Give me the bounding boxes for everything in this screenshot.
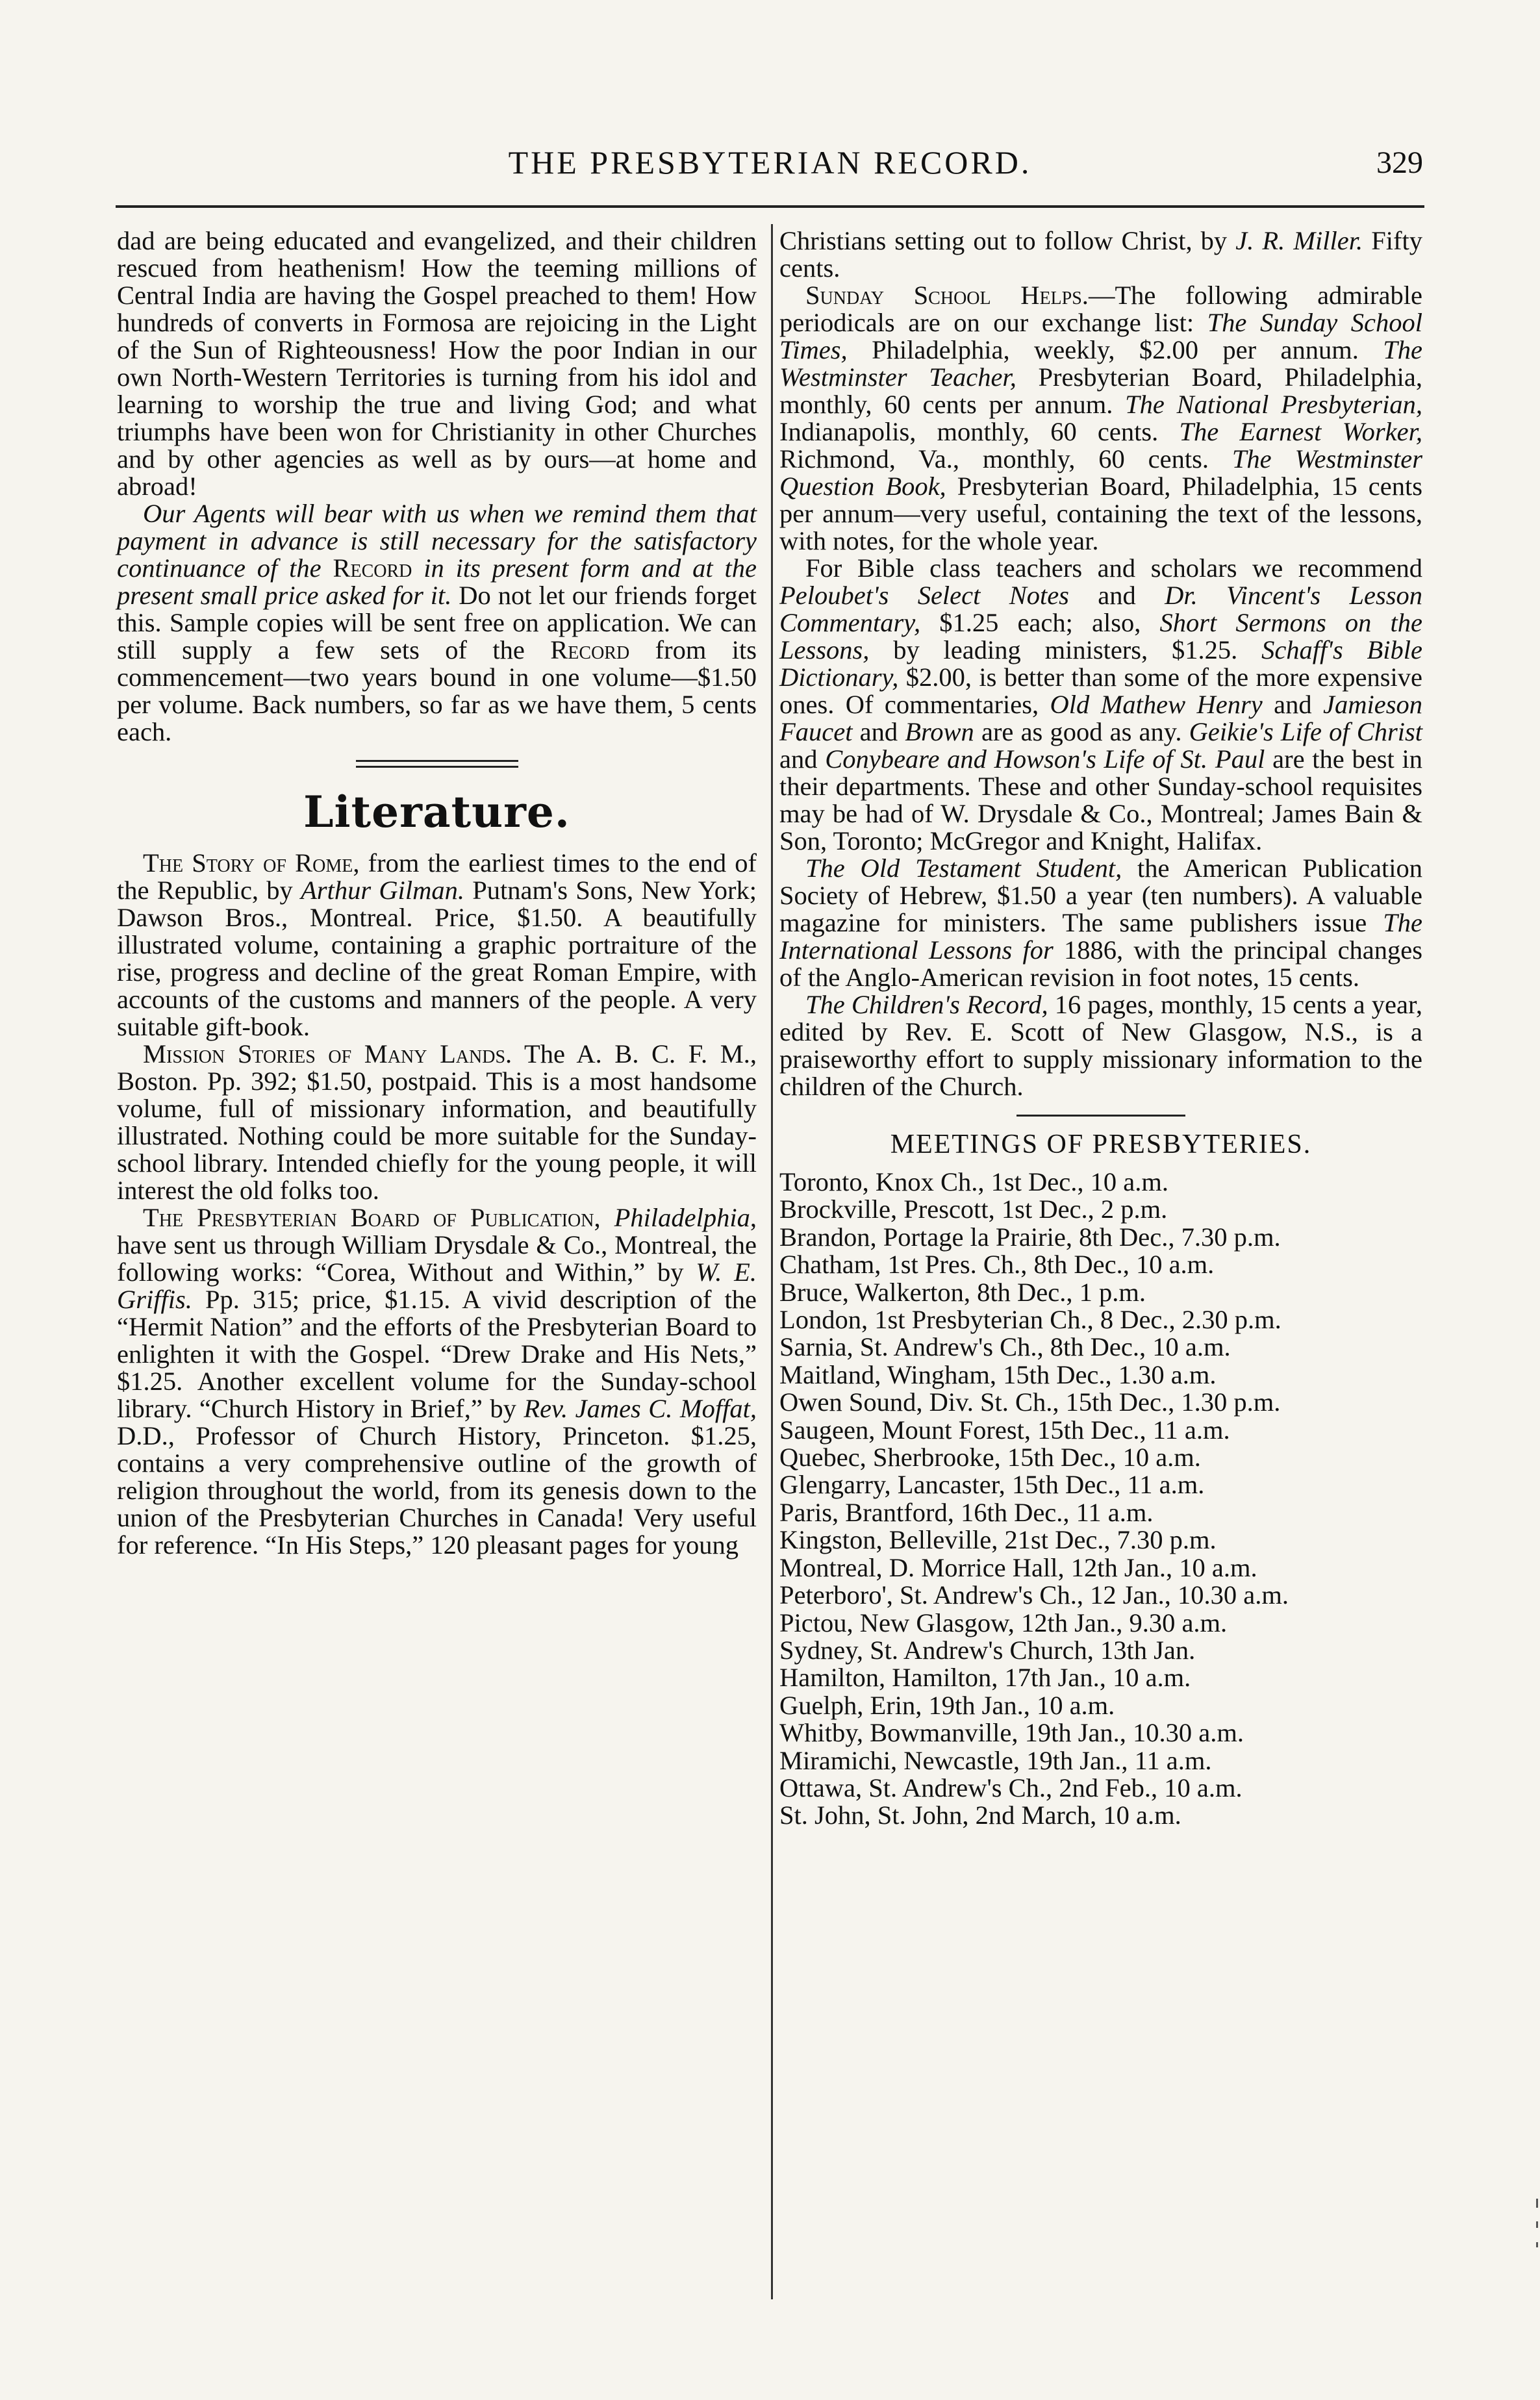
left-column — [117, 227, 757, 1559]
bible-title-2: Dr. Vincent's Lesson Commentary, — [779, 581, 1423, 637]
old-testament-student — [779, 855, 1422, 991]
bible-class-recommendations — [779, 555, 1422, 855]
board-text-a: , have sent us through William Drysdale & Co., Montreal, the following works: “Corea, Without and Within,” by — [117, 1203, 757, 1287]
bible-title-6: Jamieson Faucet — [779, 690, 1422, 746]
bible-text-g: and — [859, 717, 898, 746]
article-continuation: dad are being educated and evangelized, and their children rescued from heathenism! How the teeming millions of Central India are having the Gospel preached to them! How hundreds of converts in Formosa are rejoicing in the Light of the Sun of Righteousness! How the poor Indian in our own North-Western Territories is turning from his idol and learning to worship the true and living God; and what triumphs have been won for Christianity in other Churches and by other agencies as well as by ours—at home and abroad! — [117, 226, 757, 501]
helps-periodical-1: The Sunday School Times, — [779, 308, 1422, 364]
bible-title-5: Old Mathew Henry — [1050, 690, 1263, 719]
ots-title-2: The International Lessons for — [779, 908, 1423, 965]
bible-text-h: are as good as any. — [981, 717, 1182, 746]
board-author-1: W. E. Griffis. — [117, 1257, 757, 1314]
rome-author: Arthur Gilman. — [301, 876, 464, 905]
notice-italic-b: in its present form and at the present small price asked for it. — [117, 553, 757, 610]
board-author-2: Rev. James C. Moffat, — [524, 1394, 757, 1423]
review-mission-stories — [117, 1041, 757, 1204]
meetings-list — [779, 1168, 1422, 1830]
meeting-item: Peterboro', St. Andrew's Ch., 12 Jan., 10.30 a.m. — [779, 1580, 1289, 1610]
meeting-item: Miramichi, Newcastle, 19th Jan., 11 a.m. — [779, 1745, 1212, 1775]
meeting-item: Saugeen, Mount Forest, 15th Dec., 11 a.m. — [779, 1415, 1230, 1445]
meeting-item: Chatham, 1st Pres. Ch., 8th Dec., 10 a.m. — [779, 1250, 1215, 1280]
board-text-c: D.D., Professor of Church History, Princeton. $1.25, contains a very comprehensive outline of the growth of religion throughout the world, from its genesis down to the union of the Presbyterian Churches in Canada! Very useful for reference. “In His Steps,” 120 pleasant pages for young — [117, 1421, 757, 1560]
margin-speck — [1536, 2221, 1538, 2228]
bible-title-8: Geikie's Life of Christ — [1189, 717, 1423, 746]
helps-text-e: Richmond, Va., monthly, 60 cents. — [779, 444, 1209, 474]
steps-author: J. R. Miller. — [1235, 226, 1363, 255]
agents-notice — [117, 500, 757, 746]
meeting-item: Kingston, Belleville, 21st Dec., 7.30 p.m. — [779, 1525, 1217, 1555]
meeting-item: Brockville, Prescott, 1st Dec., 2 p.m. — [779, 1194, 1168, 1224]
notice-record-2: Record — [550, 635, 630, 664]
notice-plain-a: Do not let our friends forget this. Sample copies will be sent free on application. We can still supply a few sets of the — [117, 581, 757, 664]
meeting-item: Whitby, Bowmanville, 19th Jan., 10.30 a.m. — [779, 1718, 1244, 1748]
margin-speck — [1536, 2242, 1538, 2247]
mission-body: The A. B. C. F. M., Boston. Pp. 392; $1.50, postpaid. This is a most handsome volume, full of missionary information, and beautifully illustrated. Nothing could be more suitable for the Sunday-school library. Intended chiefly for the young people, it will interest the old folks too. — [117, 1039, 757, 1205]
rome-text-b: Putnam's Sons, New York; Dawson Bros., Montreal. Price, $1.50. A beautifully illustrated volume, containing a graphic portraiture of the rise, progress and decline of the great Roman Empire, with accounts of the customs and manners of the people. A very suitable gift-book. — [117, 876, 757, 1041]
childrens-record — [779, 991, 1422, 1100]
bible-text-i: and — [779, 744, 818, 774]
meetings-heading: MEETINGS OF PRESBYTERIES. — [890, 1130, 1312, 1159]
notice-italic-a: Our Agents will bear with us when we remind them that payment in advance is still necessary for the satisfactory continuance of the — [117, 499, 757, 583]
rome-title: The Story of Rome — [143, 848, 353, 878]
bible-text-b: and — [1098, 581, 1136, 610]
section-rule — [1016, 1115, 1185, 1117]
ots-text-a: the American Publication Society of Hebrew, $1.50 a year (ten numbers). A valuable magazine for ministers. The same publishers issue — [779, 853, 1422, 937]
ots-title: The Old Testament Student, — [805, 853, 1122, 883]
helps-periodical-4: The Earnest Worker, — [1179, 417, 1422, 446]
helps-text-f: Presbyterian Board, Philadelphia, 15 cents per annum—very useful, containing the text of the lessons, with notes, for the whole year. — [779, 472, 1422, 555]
bible-title-9: Conybeare and Howson's Life of St. Paul — [825, 744, 1265, 774]
meeting-item: Toronto, Knox Ch., 1st Dec., 10 a.m. — [779, 1167, 1168, 1196]
bible-title-1: Peloubet's Select Notes — [779, 581, 1069, 610]
right-column — [779, 227, 1422, 1830]
bible-title-7: Brown — [905, 717, 974, 746]
column-divider — [771, 224, 773, 2299]
cr-title: The Children's Record, — [805, 990, 1048, 1019]
bible-text-f: and — [1274, 690, 1312, 719]
helps-text-c: Presbyterian Board, Philadelphia, monthly, 60 cents per annum. — [779, 362, 1423, 419]
meeting-item: Brandon, Portage la Prairie, 8th Dec., 7.30 p.m. — [779, 1222, 1281, 1252]
meeting-item: Quebec, Sherbrooke, 15th Dec., 10 a.m. — [779, 1443, 1201, 1472]
meeting-item: Bruce, Walkerton, 8th Dec., 1 p.m. — [779, 1277, 1146, 1307]
meeting-item: Montreal, D. Morrice Hall, 12th Jan., 10 a.m. — [779, 1552, 1257, 1582]
board-title: The Presbyterian Board of Publication — [143, 1203, 594, 1232]
meeting-item: Ottawa, St. Andrew's Ch., 2nd Feb., 10 a.m. — [779, 1773, 1243, 1802]
board-place: Philadelphia — [614, 1203, 750, 1232]
meeting-item: Hamilton, Hamilton, 17th Jan., 10 a.m. — [779, 1663, 1191, 1693]
meeting-item: Sydney, St. Andrew's Church, 13th Jan. — [779, 1635, 1196, 1665]
steps-text-a: Christians setting out to follow Christ, by — [779, 226, 1228, 255]
meeting-item: London, 1st Presbyterian Ch., 8 Dec., 2.30 p.m. — [779, 1305, 1281, 1335]
ots-text-b: 1886, with the principal changes of the Anglo-American revision in foot notes, 15 cents. — [779, 935, 1423, 992]
bible-text-c: $1.25 each; also, — [939, 608, 1141, 637]
helps-text-a: —The following admirable periodicals are on our exchange list: — [779, 281, 1422, 337]
bible-title-4: Schaff's Bible Dictionary, — [779, 635, 1422, 692]
board-text-b: Pp. 315; price, $1.15. A vivid description of the “Hermit Nation” and the efforts of the Presbyterian Board to enlighten it with the Gospel. “Drew Drake and His Nets,” $1.25. Another excellent volume for the Sunday-school library. “Church History in Brief,” by — [117, 1285, 757, 1423]
helps-text-d: Indianapolis, monthly, 60 cents. — [779, 417, 1159, 446]
bible-text-d: by leading ministers, $1.25. — [893, 635, 1238, 664]
notice-record: Record — [333, 553, 412, 583]
helps-periodical-2: The Westminster Teacher, — [779, 335, 1423, 392]
in-his-steps-continuation — [779, 227, 1422, 282]
cr-text: 16 pages, monthly, 15 cents a year, edited by Rev. E. Scott of New Glasgow, N.S., is a praiseworthy effort to supply missionary information to the children of the Church. — [779, 990, 1422, 1101]
rome-text-a: , from the earliest times to the end of the Republic, by — [117, 848, 757, 905]
meeting-item: Paris, Brantford, 16th Dec., 11 a.m. — [779, 1497, 1154, 1527]
helps-text-b: Philadelphia, weekly, $2.00 per annum. — [872, 335, 1359, 364]
section-double-rule — [356, 760, 518, 768]
bible-text-a: For Bible class teachers and scholars we recommend — [805, 553, 1422, 583]
header-rule — [116, 205, 1424, 208]
sunday-school-helps — [779, 282, 1422, 555]
notice-plain-b: from its commencement—two years bound in one volume—$1.50 per volume. Back numbers, so far as we have them, 5 cents each. — [117, 635, 757, 746]
helps-title: Sunday School Helps. — [805, 281, 1089, 310]
review-presbyterian-board: The Presbyterian Board of Publication, Philadelphia, have sent us through William Drysdale & Co., Montreal, the following works: “Corea, Without and Within,” by W. E. Griffis. Pp. 315; price, $1.15. A vivid description of the “Hermit Nation” and the efforts of the Presbyterian Board to enlighten it with the Gospel. “Drew Drake and His Nets,” $1.25. Another excellent volume for the Sunday-school library. “Church History in Brief,” by Rev. James C. Moffat, D.D., Professor of Church History, Princeton. $1.25, contains a very comprehensive outline of the growth of religion throughout the world, from its genesis down to the union of the Presbyterian Churches in Canada! Very useful for reference. “In His Steps,” 120 pleasant pages for young — [117, 1203, 757, 1560]
meeting-item: St. John, St. John, 2nd March, 10 a.m. — [779, 1800, 1181, 1830]
review-story-of-rome — [117, 850, 757, 1041]
helps-periodical-5: The Westminster Question Book, — [779, 444, 1423, 501]
meeting-item: Guelph, Erin, 19th Jan., 10 a.m. — [779, 1690, 1115, 1720]
mission-title: Mission Stories of Many Lands. — [143, 1039, 512, 1068]
meeting-item: Maitland, Wingham, 15th Dec., 1.30 a.m. — [779, 1359, 1217, 1389]
meeting-item: Sarnia, St. Andrew's Ch., 8th Dec., 10 a.m. — [779, 1332, 1231, 1362]
steps-text-b: Fifty cents. — [779, 226, 1423, 283]
meeting-item: Owen Sound, Div. St. Ch., 15th Dec., 1.30 p.m. — [779, 1387, 1281, 1417]
meeting-item: Glengarry, Lancaster, 15th Dec., 11 a.m. — [779, 1470, 1205, 1500]
page-title: THE PRESBYTERIAN RECORD. — [508, 144, 1032, 181]
meeting-item: Pictou, New Glasgow, 12th Jan., 9.30 a.m. — [779, 1608, 1228, 1637]
bible-title-3: Short Sermons on the Lessons, — [779, 608, 1423, 664]
page-number: 329 — [1376, 145, 1423, 180]
bible-text-j: are the best in their departments. These and other Sunday-school requisites may be had of W. Drysdale & Co., Montreal; James Bain & Son, Toronto; McGregor and Knight, Halifax. — [779, 744, 1422, 855]
running-header — [117, 140, 1423, 185]
bible-text-e: $2.00, is better than some of the more expensive ones. Of commentaries, — [779, 663, 1423, 719]
helps-periodical-3: The National Presbyterian, — [1125, 390, 1422, 419]
literature-heading: Literature. — [303, 787, 570, 837]
margin-speck — [1536, 2199, 1538, 2208]
